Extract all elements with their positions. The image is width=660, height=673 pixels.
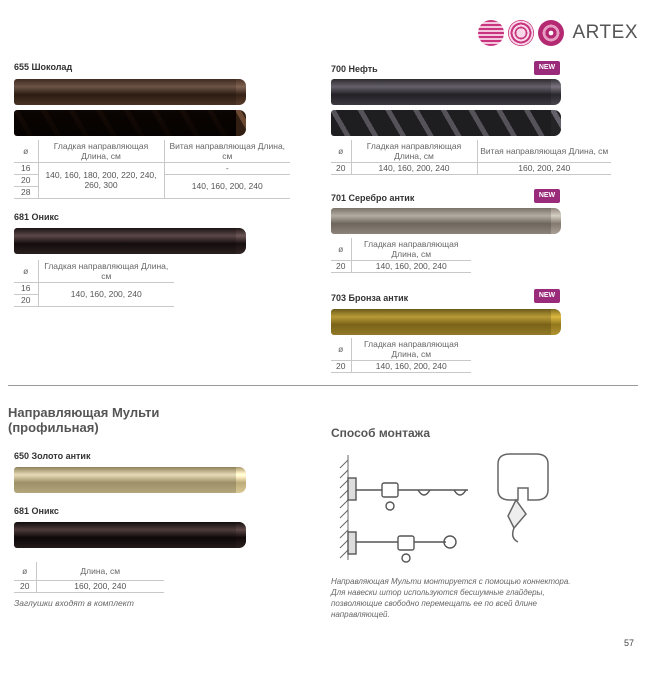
mounting-title: Способ монтажа xyxy=(331,426,431,440)
twisted-length-header: Витая направляющая Длина, см xyxy=(164,140,290,162)
new-badge: NEW xyxy=(534,189,560,203)
product-title-onyx: 681 Оникс xyxy=(14,212,59,222)
diameter-header: ø xyxy=(331,140,351,162)
smooth-length-header: Гладкая направляющая Длина, см xyxy=(351,140,477,162)
rod-choc-twisted xyxy=(14,110,242,136)
spec-table-bronze xyxy=(331,338,471,373)
brand-name: ARTEX xyxy=(572,22,638,43)
rod-silver-smooth xyxy=(331,208,557,234)
diameter-header: ø xyxy=(14,140,38,162)
rod-bronze-smooth xyxy=(331,309,557,335)
spec-table-onyx xyxy=(14,260,174,307)
mounting-diagram xyxy=(318,450,568,570)
diameter-header: ø xyxy=(14,562,36,580)
spec-table-multi xyxy=(14,562,164,593)
rod-onyx-smooth xyxy=(14,228,242,254)
smooth-length-header: Гладкая направляющая Длина, см xyxy=(38,260,174,282)
caps-included-note: Заглушки входят в комплект xyxy=(14,598,134,608)
length-header: Длина, см xyxy=(36,562,164,580)
diameter-cell: 20 xyxy=(331,162,351,174)
smooth-length-cell: 140, 160, 200, 240 xyxy=(38,282,174,306)
diameter-header: ø xyxy=(331,238,351,260)
brand-logo xyxy=(478,18,638,48)
lower-bracket-icon xyxy=(348,532,456,562)
length-cell: 160, 200, 240 xyxy=(36,580,164,592)
diameter-cell: 20 xyxy=(14,174,38,186)
twisted-length-dash: - xyxy=(164,162,290,174)
upper-bracket-icon xyxy=(348,478,468,510)
product-title-bronze: 703 Бронза антик xyxy=(331,293,409,303)
rod-onyx-multi xyxy=(14,522,242,548)
wall-hatch-icon xyxy=(340,455,348,560)
rod-neft-smooth xyxy=(331,79,557,105)
smooth-length-cell: 140, 160, 200, 240 xyxy=(351,260,471,272)
diameter-cell: 16 xyxy=(14,162,38,174)
rod-choc-smooth xyxy=(14,79,242,105)
diameter-cell: 20 xyxy=(14,580,36,592)
multi-title-line1: Направляющая Мульти xyxy=(8,405,160,420)
twisted-length-cell: 160, 200, 240 xyxy=(477,162,611,174)
multi-title-line2: (профильная) xyxy=(8,420,99,435)
smooth-length-cell: 140, 160, 180, 200, 220, 240, 260, 300 xyxy=(38,162,164,198)
diameter-cell: 16 xyxy=(14,282,38,294)
rod-gold-multi xyxy=(14,467,242,493)
section-divider xyxy=(8,385,638,386)
rose-swirl-icon xyxy=(508,20,534,46)
product-title-onyx-multi: 681 Оникс xyxy=(14,506,59,516)
diameter-cell: 28 xyxy=(14,186,38,198)
new-badge: NEW xyxy=(534,289,560,303)
rose-stripe-icon xyxy=(478,20,504,46)
spec-table-neft xyxy=(331,140,611,175)
smooth-length-header: Гладкая направляющая Длина, см xyxy=(351,238,471,260)
new-badge: NEW xyxy=(534,61,560,75)
diameter-cell: 20 xyxy=(331,260,351,272)
profile-section-icon xyxy=(498,454,548,542)
product-title-silver: 701 Серебро антик xyxy=(331,193,415,203)
diameter-cell: 20 xyxy=(14,294,38,306)
product-title-choc: 655 Шоколад xyxy=(14,62,73,72)
diameter-header: ø xyxy=(14,260,38,282)
smooth-length-header: Гладкая направляющая Длина, см xyxy=(38,140,164,162)
product-title-gold: 650 Золото антик xyxy=(14,451,91,461)
diameter-cell: 20 xyxy=(331,360,351,372)
rod-neft-twisted xyxy=(331,110,557,136)
smooth-length-cell: 140, 160, 200, 240 xyxy=(351,360,471,372)
twisted-length-cell: 140, 160, 200, 240 xyxy=(164,174,290,198)
page-number: 57 xyxy=(623,638,634,648)
smooth-length-cell: 140, 160, 200, 240 xyxy=(351,162,477,174)
mounting-description: Направляющая Мульти монтируется с помощью коннектора. Для навески штор используются бесшумные глайдеры, позволяющие свободно перемещать ее по всей длине направляющей. xyxy=(331,577,571,619)
diameter-header: ø xyxy=(331,338,351,360)
product-title-neft: 700 Нефть xyxy=(331,64,378,74)
twisted-length-header: Витая направляющая Длина, см xyxy=(477,140,611,162)
rose-flower-icon xyxy=(538,20,564,46)
spec-table-choc xyxy=(14,140,290,199)
spec-table-silver xyxy=(331,238,471,273)
smooth-length-header: Гладкая направляющая Длина, см xyxy=(351,338,471,360)
